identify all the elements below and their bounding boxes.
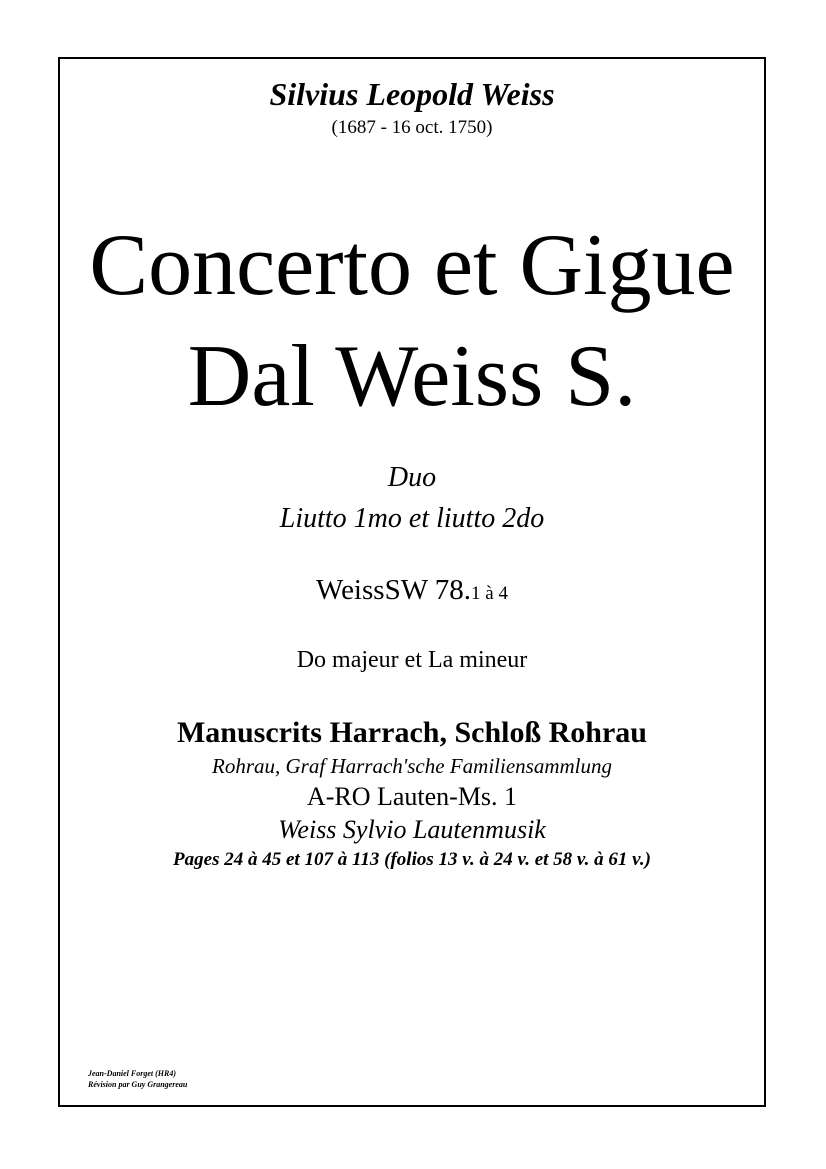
credits-block [88,1068,187,1090]
instruments-label: Liutto 1mo et liutto 2do [279,503,545,534]
keys-label: Do majeur et La mineur [296,647,528,673]
source-shelfmark: A-RO Lauten-Ms. 1 [306,782,518,811]
catalog-number [58,576,766,605]
revision-credit: Révision par Guy Grangereau [88,1080,188,1089]
catalog-main: WeissSW 78. [316,574,472,606]
source-name: Manuscrits Harrach, Schloß Rohrau [176,716,647,749]
source-collection: Rohrau, Graf Harrach'sche Familiensammlung [212,754,612,778]
editor-credit: Jean-Daniel Forget (HR4) [88,1069,176,1078]
composer-dates: (1687 - 16 oct. 1750) [331,117,493,138]
genre-label: Duo [387,462,437,493]
title-line-2: Dal Weiss S. [187,328,637,425]
title-line-1: Concerto et Gigue [89,217,735,314]
manuscript-title: Weiss Sylvio Lautenmusik [278,815,546,844]
catalog-range: 1 à 4 [471,583,508,604]
source-pages: Pages 24 à 45 et 107 à 113 (folios 13 v. à 24 v. et 58 v. à 61 v.) [173,849,651,870]
composer-name: Silvius Leopold Weiss [269,76,555,112]
